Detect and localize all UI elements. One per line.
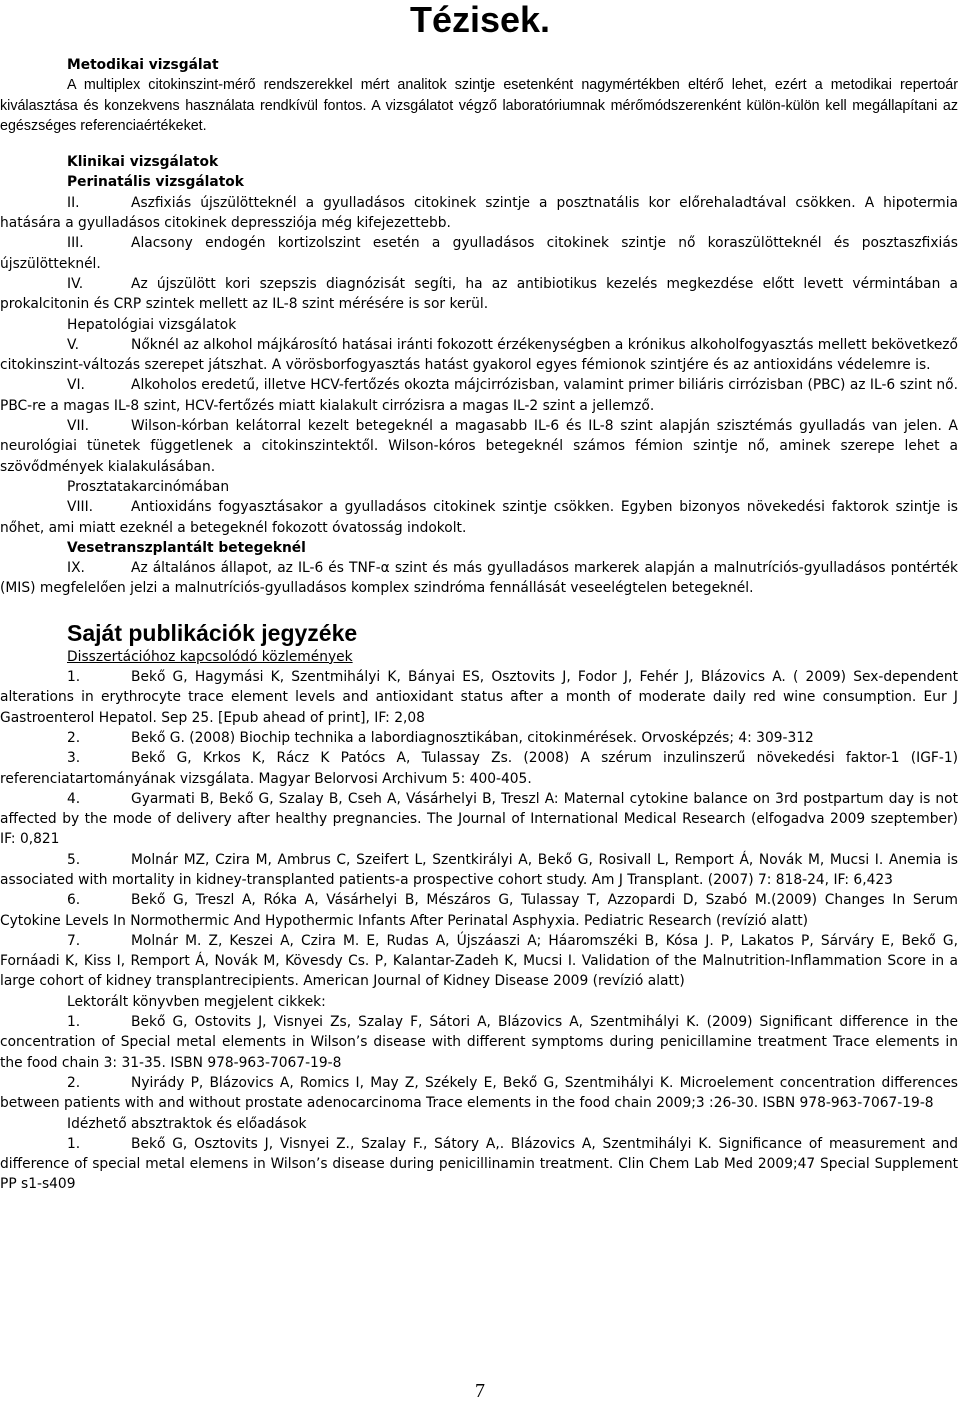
- thesis-number: V.: [67, 336, 80, 353]
- document-body: [0, 55, 958, 1195]
- publication-text: Bekő G, Krkos K, Rácz K Patócs A, Tulassay Zs. (2008) A szérum inzulinszerű növekedési faktor-1 (IGF-1) referenciatartományának vizsgálata. Magyar Belorvosi Archivum 5: 400-405.: [0, 750, 958, 787]
- thesis-text: Nőknél az alkohol májkárosító hatásai iránti fokozott érzékenységben a krónikus alkoholfogyasztás mellett bekövetkező citokinszint-változás szerepet játszhat. A vörösborfogyasztás hatást gyakorol egyes fémionok szintjére és az antioxidáns védelemre is.: [0, 336, 958, 374]
- thesis-number: III.: [67, 235, 84, 252]
- thesis-item: [0, 335, 958, 376]
- publication-item: [0, 748, 958, 789]
- publication-text: Molnár M. Z, Keszei A, Czira M. E, Rudas A, Újszáaszi A; Háaromszéki B, Kósa J. P, Lakatos P, Sárváry E, Bekő G, Fornáadi K, Kiss I, Remport Á, Novák M, Kövesdy Cs. P, Kalantar-Zadeh K, Mucsi I. Validation of the Malnutrition-Inflammation Score in a large cohort of kidney transplantrecipients. American Journal of Kidney Disease 2009 (revízió alatt): [0, 932, 958, 990]
- publication-item: [0, 850, 958, 891]
- publication-text: Bekő G, Hagymási K, Szentmihályi K, Bányai ES, Osztovits J, Fodor J, Fehér J, Blázovics A. ( 2009) Sex-dependent alterations in erythrocyte trace element levels and antioxidant status after a month of moderate daily red wine consumption. Eur J Gastroenterol Hepatol. Sep 25. [Epub ahead of print], IF: 2,08: [0, 669, 958, 726]
- thesis-number: II.: [67, 194, 80, 211]
- thesis-item: [0, 193, 958, 234]
- thesis-item: [0, 497, 958, 538]
- abstract-subheading: Idézhető absztraktok és előadások: [67, 1115, 307, 1132]
- publication-number: 1.: [67, 1135, 81, 1152]
- publication-number: 2.: [67, 729, 81, 746]
- hepatology-heading: Hepatológiai vizsgálatok: [67, 316, 237, 333]
- publication-number: 3.: [67, 750, 81, 767]
- publication-text: Molnár MZ, Czira M, Ambrus C, Szeifert L, Szentkirályi A, Bekő G, Rosivall L, Remport Á, Novák M, Mucsi I. Anemia is associated with mortality in kidney-transplanted patients-a prospective cohort study. Am J Transplant. (2007) 7: 818-24, IF: 6,423: [0, 851, 958, 888]
- publication-item: [0, 1073, 958, 1114]
- perinatal-heading: Perinatális vizsgálatok: [67, 174, 244, 191]
- thesis-item: [0, 558, 958, 599]
- thesis-number: VI.: [67, 377, 85, 394]
- thesis-number: VIII.: [67, 499, 94, 516]
- thesis-text: Aszfixiás újszülötteknél a gyulladásos citokinek szintje a posztnatális kor előrehaladtával csökken. A hipotermia hatására a gyulladásos citokinek depressziója még kifejezettebb.: [0, 194, 958, 232]
- kidney-heading: Vesetranszplantált betegeknél: [67, 539, 306, 556]
- thesis-text: Az általános állapot, az IL-6 és TNF-α szint és más gyulladásos markerek alapján a malnutríciós-gyulladásos pontérték (MIS) megfelelően jelzi a malnutríciós-gyulladásos komplex szindróma fennállását veseelégtelen betegeknél.: [0, 560, 958, 597]
- prostate-heading: Prosztatakarcinómában: [67, 478, 230, 495]
- thesis-text: Wilson-kórban kelátorral kezelt betegeknél a magasabb IL-6 és IL-8 szint alapján szisztémás gyulladás van jelen. A neurológiai tünetek függetlenek a citokinszintektől. Wilson-kóros betegeknél számos fémion szintje nő, aminek szerepe lehet a szövődmények kialakulásában.: [0, 418, 958, 475]
- publication-item: [0, 728, 958, 748]
- clinical-heading: Klinikai vizsgálatok: [67, 154, 219, 171]
- thesis-number: IV.: [67, 275, 84, 292]
- publication-number: 5.: [67, 851, 81, 868]
- page-number: 7: [475, 1380, 485, 1402]
- thesis-number: IX.: [67, 560, 85, 577]
- publication-text: Nyirády P, Blázovics A, Romics I, May Z, Székely E, Bekő G, Szentmihályi K. Microelement concentration differences between patients with and without prostate adenocarcinoma Trace elements in the food chain 2009;3 :26-30. ISBN 978-963-7067-19-8: [0, 1074, 958, 1112]
- thesis-item: [0, 375, 958, 416]
- publication-number: 6.: [67, 892, 81, 909]
- publication-number: 4.: [67, 790, 81, 807]
- publication-number: 7.: [67, 932, 81, 949]
- publications-heading: Saját publikációk jegyzéke: [67, 619, 358, 646]
- thesis-number: VII.: [67, 418, 89, 435]
- methods-paragraph: A multiplex citokinszint-mérő rendszerekkel mért analitok szintje esetenként nagymértékben eltérő lehet, ezért a metodikai repertoár kiválasztása és konzekvens használata rendkívül fontos. A vizsgálatot végző laboratóriumnak mérőmódszerenként külön-külön kell megállapítani az egészséges referenciaértékeket.: [0, 77, 958, 134]
- publication-text: Bekő G, Osztovits J, Visnyei Z., Szalay F., Sátory A,. Blázovics A, Szentmihályi K. Significance of measurement and difference of special metal elemens in Wilson’s disease during penicillinamin treatment. Clin Chem Lab Med 2009;47 Special Supplement PP s1-s409: [0, 1135, 958, 1193]
- thesis-item: [0, 233, 958, 274]
- publication-item: [0, 890, 958, 931]
- thesis-text: Alacsony endogén kortizolszint esetén a gyulladásos citokinek szintje nő koraszülötteknél és posztaszfixiás újszülötteknél.: [0, 235, 958, 272]
- publication-item: [0, 789, 958, 850]
- thesis-item: [0, 274, 958, 315]
- related-subheading: Disszertációhoz kapcsolódó közlemények: [67, 648, 353, 665]
- publication-item: [0, 1134, 958, 1195]
- page-title: Tézisek.: [409, 0, 551, 40]
- publication-item: [0, 1012, 958, 1073]
- publication-text: Bekő G, Treszl A, Róka A, Vásárhelyi B, Mészáros G, Tulassay T, Azzopardi D, Szabó M.(2009) Changes In Serum Cytokine Levels In Normothermic And Hypothermic Infants After Perinatal Asphyxia. Pediatric Research (revízió alatt): [0, 892, 958, 929]
- methods-heading: Metodikai vizsgálat: [67, 57, 219, 73]
- publication-number: 1.: [67, 1014, 81, 1031]
- publication-item: [0, 931, 958, 992]
- publication-text: Gyarmati B, Bekő G, Szalay B, Cseh A, Vásárhelyi B, Treszl A: Maternal cytokine balance on 3rd postpartum day is not affected by the mode of delivery after healthy pregnancies. The Journal of International Medical Research (elfogadva 2009 szeptember) IF: 0,821: [0, 790, 958, 848]
- thesis-text: Alkoholos eredetű, illetve HCV-fertőzés okozta májcirrózisban, valamint primer biliáris cirrózisban (PBC) az IL-6 szint nő. PBC-re a magas IL-8 szint, HCV-fertőzés miatt kialakult cirrózisra a magas IL-2 szint a jellemző.: [0, 377, 958, 414]
- thesis-item: [0, 416, 958, 477]
- publication-number: 1.: [67, 669, 81, 686]
- publication-item: [0, 667, 958, 728]
- thesis-text: Antioxidáns fogyasztásakor a gyulladásos citokinek szintje csökken. Egyben bizonyos növekedési faktorok szintje is nőhet, ami miatt ezeknél a betegeknél fokozott óvatosság indokolt.: [0, 499, 958, 536]
- thesis-text: Az újszülött kori szepszis diagnózisát segíti, ha az antibiotikus kezelés megkezdése előtt levett vérmintában a prokalcitonin és CRP szintek mellett az IL-8 szint mérésére is sor kerül.: [0, 275, 958, 313]
- book-subheading: Lektorált könyvben megjelent cikkek:: [67, 993, 326, 1010]
- publication-text: Bekő G. (2008) Biochip technika a labordiagnosztikában, citokinmérések. Orvosképzés; 4: 309-312: [131, 729, 814, 746]
- publication-number: 2.: [67, 1074, 81, 1091]
- publication-text: Bekő G, Ostovits J, Visnyei Zs, Szalay F, Sátori A, Blázovics A, Szentmihályi K. (2009) Significant difference in the concentration of Special metal elements in Wilson’s disease with different symptoms during penicillamine treatment Trace elements in the food chain 3: 31-35. ISBN 978-963-7067-19-8: [0, 1014, 958, 1071]
